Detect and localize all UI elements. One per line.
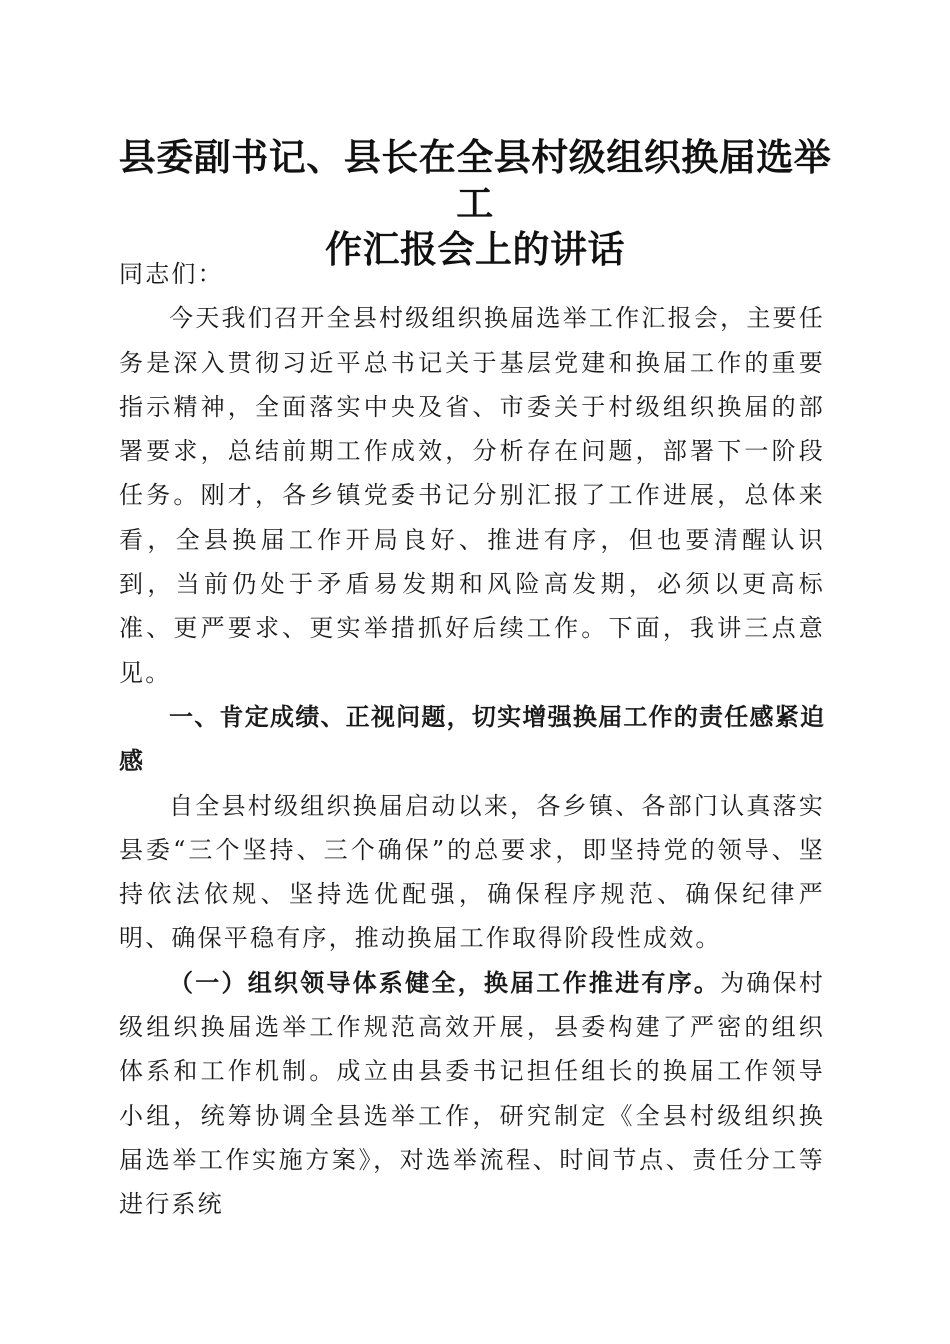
section-heading-1: 一、肯定成绩、正视问题，切实增强换届工作的责任感紧迫感 <box>119 702 825 776</box>
intro-paragraph: 今天我们召开全县村级组织换届选举工作汇报会，主要任务是深入贯彻习近平总书记关于基层党建和换届工作的重要指示精神，全面落实中央及省、市委关于村级组织换届的部署要求，总结前期工作成效，分析存在问题，部署下一阶段任务。刚才，各乡镇党委书记分别汇报了工作进展，总体来看，全县换届工作开局良好、推进有序，但也要清醒认识到，当前仍处于矛盾易发期和风险高发期，必须以更高标准、更严要求、更实举措抓好后续工作。下面，我讲三点意见。 <box>119 304 825 687</box>
title-line-1: 县委副书记、县长在全县村级组织换届选举工 <box>118 135 832 225</box>
subsection-1-text: 为确保村级组织换届选举工作规范高效开展，县委构建了严密的组织体系和工作机制。成立由县委书记担任组长的换届工作领导小组，统筹协调全县选举工作，研究制定《全县村级组织换届选举工作实施方案》，对选举流程、时间节点、责任分工等进行系统 <box>119 968 825 1219</box>
document-body <box>119 252 825 1227</box>
title-line-2: 作汇报会上的讲话 <box>325 227 625 271</box>
section-1-paragraph: 自全县村级组织换届启动以来，各乡镇、各部门认真落实县委“三个坚持、三个确保”的总要求，即坚持党的领导、坚持依法依规、坚持选优配强，确保程序规范、确保纪律严明、确保平稳有序，推动换届工作取得阶段性成效。 <box>119 791 825 953</box>
salutation: 同志们： <box>119 260 224 288</box>
subsection-heading-1: （一）组织领导体系健全，换届工作推进有序。 <box>169 967 721 997</box>
subsection-1-paragraph <box>119 961 825 1227</box>
